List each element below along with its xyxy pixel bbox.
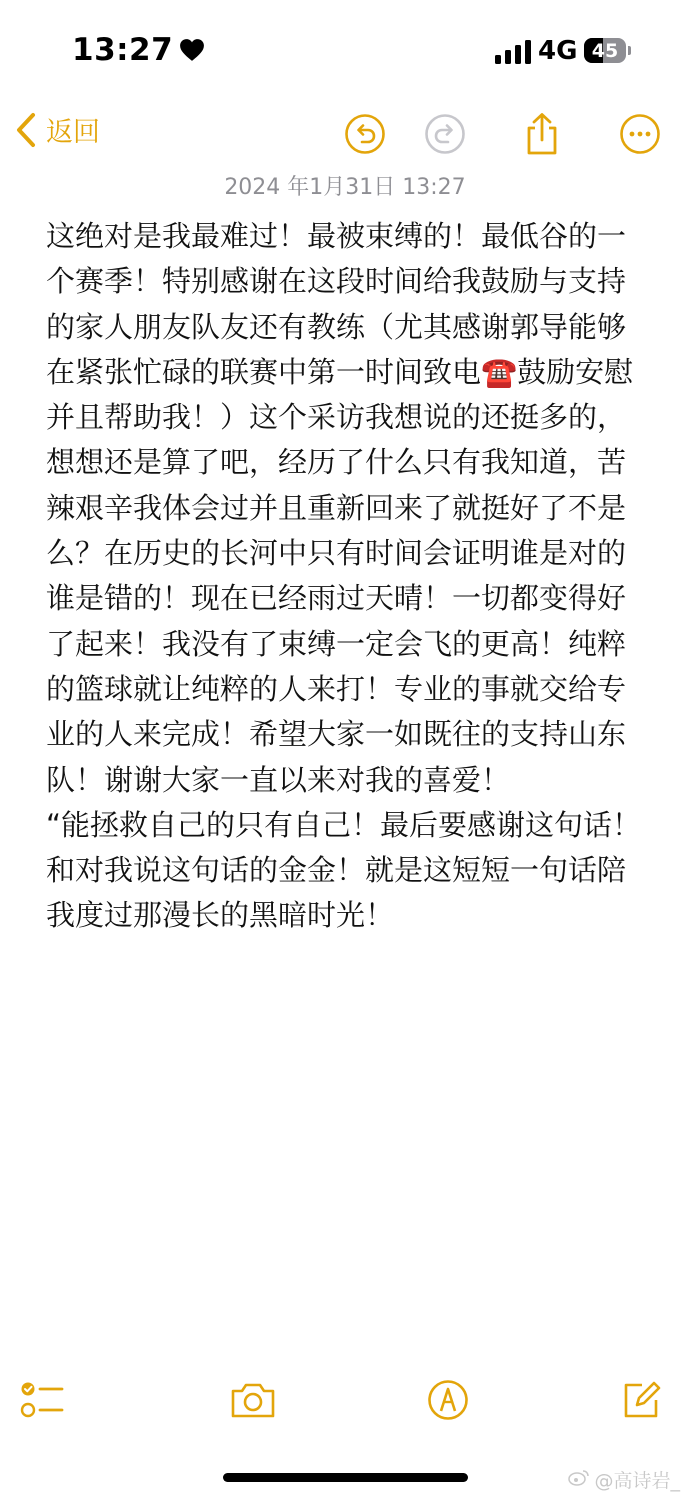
more-icon[interactable] (618, 112, 662, 156)
battery-level-label: 45 (591, 39, 619, 62)
weibo-logo-icon (568, 1468, 590, 1491)
watermark (568, 1466, 680, 1493)
cellular-signal-icon (495, 38, 531, 64)
back-button[interactable] (14, 110, 100, 149)
status-time (72, 32, 205, 68)
camera-icon[interactable] (228, 1378, 278, 1422)
home-indicator[interactable] (223, 1473, 468, 1482)
note-body-text[interactable]: 这绝对是我最难过！最被束缚的！最低谷的一个赛季！特别感谢在这段时间给我鼓励与支持的家人朋友队友还有教练（尤其感谢郭导能够在紧张忙碌的联赛中第一时间致电☎️鼓励安慰并且帮助我！）这个采访我想说的还挺多的，想想还是算了吧，经历了什么只有我知道，苦辣艰辛我体会过并且重新回来了就挺好了不是么？在历史的长河中只有时间会证明谁是对的谁是错的！现在已经雨过天晴！一切都变得好了起来！我没有了束缚一定会飞的更高！纯粹的篮球就让纯粹的人来打！专业的事就交给专业的人来完成！希望大家一如既往的支持山东队！谢谢大家一直以来对我的喜爱！ “能拯救自己的只有自己！最后要感谢这句话！和对我说这句话的金金！就是这短短一句话陪我度过那漫长的黑暗时光！ (46, 219, 642, 933)
bottom-toolbar (0, 1370, 690, 1430)
chevron-left-icon (14, 112, 38, 148)
network-type-label: 4G (538, 36, 578, 66)
status-bar (0, 0, 690, 100)
note-date: 2024 年1月31日 13:27 (224, 175, 466, 200)
heart-icon (179, 38, 205, 62)
time-label: 13:27 (72, 32, 174, 68)
compose-icon[interactable] (616, 1378, 666, 1422)
checklist-icon[interactable] (18, 1378, 68, 1422)
nav-bar (0, 100, 690, 170)
battery-cap (628, 46, 631, 55)
undo-icon[interactable] (343, 112, 387, 156)
share-icon[interactable] (520, 112, 564, 156)
battery-icon (584, 38, 626, 63)
back-label: 返回 (46, 117, 100, 148)
redo-icon[interactable] (423, 112, 467, 156)
markup-icon[interactable] (423, 1378, 473, 1422)
watermark-text: @高诗岩_ (594, 1470, 680, 1492)
